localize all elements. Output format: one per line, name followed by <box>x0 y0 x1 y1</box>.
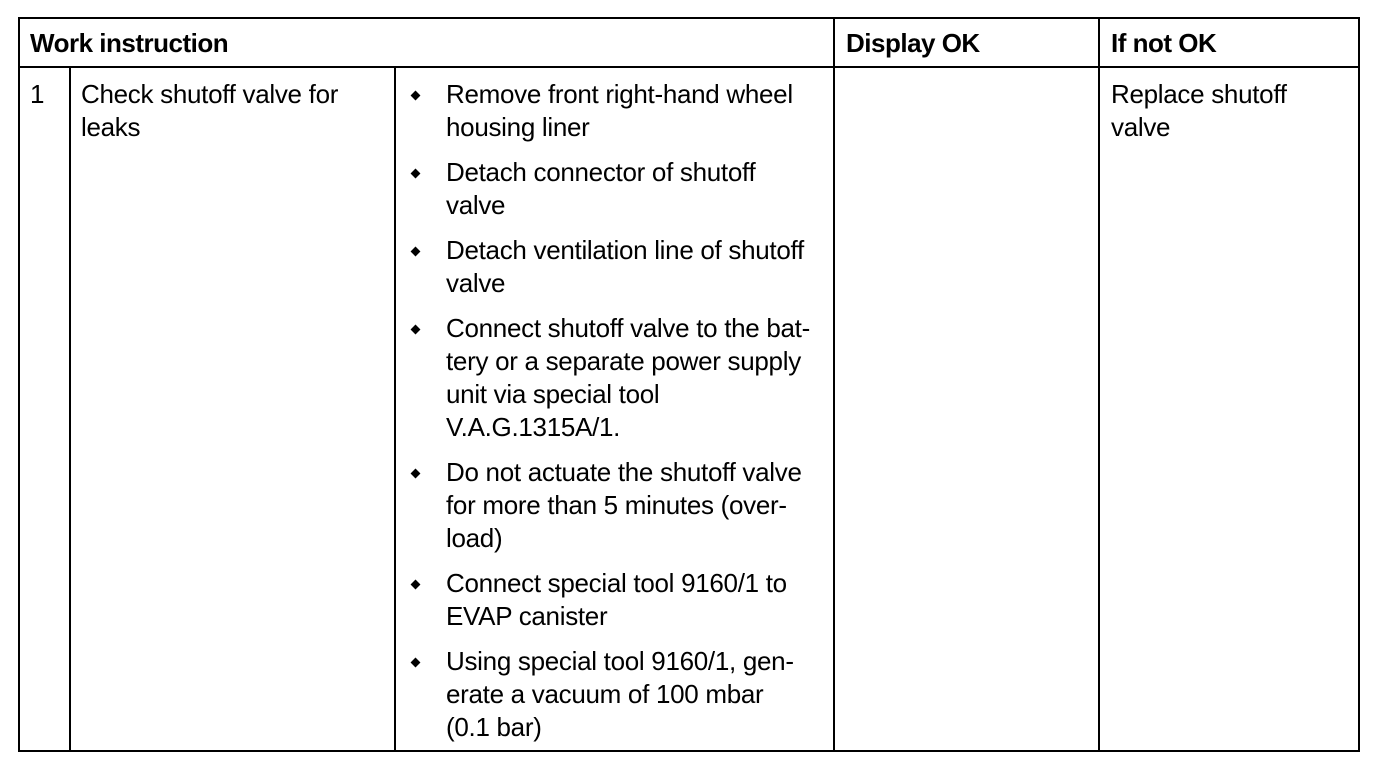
header-display-ok: Display OK <box>835 19 1100 68</box>
remedy-line: valve <box>1111 112 1171 142</box>
diamond-bullet-icon <box>411 169 421 179</box>
step-text-line: erate a vacuum of 100 mbar <box>446 679 764 709</box>
header-if-not-ok: If not OK <box>1100 19 1358 68</box>
step-text-line: valve <box>446 268 506 298</box>
step-list <box>408 78 827 744</box>
step-item <box>408 456 827 555</box>
diamond-bullet-icon <box>411 247 421 257</box>
step-text-line: (0.1 bar) <box>446 712 542 742</box>
step-text-line: tery or a separate power supply <box>446 346 801 376</box>
step-item <box>408 234 827 300</box>
diamond-bullet-icon <box>411 658 421 668</box>
step-text-line: Connect shutoff valve to the bat- <box>446 313 810 343</box>
step-text-line: Detach ventilation line of shutoff <box>446 235 804 265</box>
step-text-line: Connect special tool 9160/1 to <box>446 568 787 598</box>
step-text-line: valve <box>446 190 506 220</box>
step-item <box>408 156 827 222</box>
step-item <box>408 567 827 633</box>
step-text-line: unit via special tool <box>446 379 660 409</box>
row-number: 1 <box>20 68 71 750</box>
step-text-line: Using special tool 9160/1, gen- <box>446 646 794 676</box>
diamond-bullet-icon <box>411 469 421 479</box>
diamond-bullet-icon <box>411 325 421 335</box>
task-line: Check shutoff valve for <box>81 79 339 109</box>
step-text-line: load) <box>446 523 503 553</box>
step-item <box>408 78 827 144</box>
step-text-line: Do not actuate the shutoff valve <box>446 457 802 487</box>
header-work-instruction: Work instruction <box>20 19 835 68</box>
work-instruction-table <box>18 17 1360 752</box>
step-text-line: Remove front right-hand wheel <box>446 79 793 109</box>
display-ok-cell <box>835 68 1100 750</box>
step-item <box>408 645 827 744</box>
diamond-bullet-icon <box>411 580 421 590</box>
task-description <box>71 68 396 750</box>
step-text-line: V.A.G.1315A/1. <box>446 412 621 442</box>
step-item <box>408 312 827 444</box>
remedy-line: Replace shutoff <box>1111 79 1287 109</box>
step-text-line: housing liner <box>446 112 590 142</box>
step-text-line: Detach connector of shutoff <box>446 157 756 187</box>
if-not-ok-cell <box>1100 68 1358 750</box>
step-list-cell <box>396 68 835 750</box>
step-text-line: EVAP canister <box>446 601 608 631</box>
task-line: leaks <box>81 112 141 142</box>
diamond-bullet-icon <box>411 91 421 101</box>
step-text-line: for more than 5 minutes (over- <box>446 490 787 520</box>
